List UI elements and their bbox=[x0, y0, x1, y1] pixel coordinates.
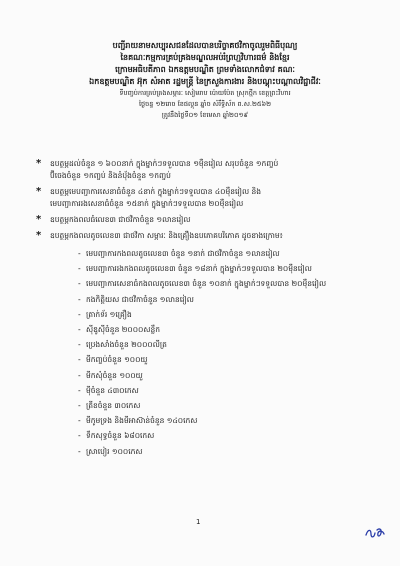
handwritten-mark bbox=[364, 526, 386, 543]
document-header bbox=[40, 40, 370, 121]
sub-item-list bbox=[36, 246, 371, 459]
subtitle-location: ទីបញ្ចប់ការគ្រប់គ្រងសម្ភារៈ សៀមរាប ប៉ោយប៉ែត ស្រុកថ្មីក ខេត្តព្រះវិហារ bbox=[119, 89, 291, 97]
list-item: - មេបញ្ជាការសេនាធំកងពលតូចលេខ៣ ចំនួន ១០នាក់ ក្នុងម្នាក់ៗទទួលបាន ២០ម៉ឺនរៀល bbox=[78, 276, 371, 291]
bullet-line: ឧបត្ថម្ភដល់ចំនួន ១ ៦០០នាក់ ក្នុងម្នាក់ៗទទួលបាន ១ម៉ឺនរៀល សរុបចំនួន ១កញ្ចប់ bbox=[50, 159, 279, 168]
bullet-item bbox=[36, 214, 371, 226]
bullet-line: ឧបត្ថម្ភកងពលតូចលេខ៣ ជាថវិកា សម្ភារៈ និងគ្រឿងឧបភោគបរិភោគ ដូចខាងក្រោម៖ bbox=[50, 231, 283, 240]
list-item: - មីកសុំចំនួន ១០០យួ bbox=[78, 368, 371, 383]
document-body bbox=[36, 158, 371, 459]
bullet-line: មេបញ្ជាការរងសេនាធំចំនួន ១៥នាក់ ក្នុងម្នាក់ៗទទួលបាន ២០ម៉ឺនរៀល bbox=[50, 199, 244, 208]
list-item: - ម៉ីចំនួន ៤៣០កេស bbox=[78, 383, 371, 398]
bullet-item bbox=[36, 230, 371, 242]
list-item: - ស្រាបៀរ ១០០កេស bbox=[78, 444, 371, 459]
list-item: - ត្រាក់ទ័រ ១គ្រឿង bbox=[78, 307, 371, 322]
page-number: 1 bbox=[196, 518, 201, 526]
bullet-line: ឧបត្ថម្ភមេបញ្ជាការសេនាធំចំនួន ៤នាក់ ក្នុងម្នាក់ៗទទួលបាន ៤០ម៉ឺនរៀល និង bbox=[50, 187, 262, 196]
bullet-star-icon: * bbox=[36, 158, 42, 169]
bullet-item bbox=[36, 158, 371, 182]
list-item: - មេបញ្ជាការកងពលតូចលេខ៣ ចំនួន ១នាក់ ជាថវិកាចំនួន ១លានរៀល bbox=[78, 246, 371, 261]
list-item: - ស៊ីឌូស៊ីចំនួន ២០០០សន្លឹក bbox=[78, 322, 371, 337]
title-line-2: នៃគណៈកម្មការគ្រប់គ្រងមណ្ឌលអប់រំព្រហ្មវិហារធម៌ និងខ្មែរ bbox=[120, 53, 290, 62]
bullet-star-icon: * bbox=[36, 186, 42, 197]
bullet-line: ប៊ីចេងចំនួន ១កញ្ចប់ និងនំបុ័ងចំនួន ១កញ្ចប់ bbox=[50, 171, 171, 180]
list-item: - មីកូមទ្រង និងមីអាស៊ាន់ចំនួន ១៤០កេស bbox=[78, 413, 371, 428]
list-item: - ប្រេងសាំងចំនួន ២០០០លីត្រ bbox=[78, 337, 371, 352]
bullet-line: ឧបត្ថម្ភកងពលធំលេខ៣ ជាថវិកាចំនួន ១លានរៀល bbox=[50, 215, 191, 224]
bullet-item bbox=[36, 186, 371, 210]
list-item: - កងកិត្តិយស ជាថវិកាចំនួន ១លានរៀល bbox=[78, 292, 371, 307]
list-item: - មីកញ្ចប់ចំនួន ១០០យួ bbox=[78, 352, 371, 367]
subtitle-lunar-date: ថ្ងៃចន្ទ ១២រោច ខែផល្គុន ឆ្នាំច សំរឹទ្ធិស័ក ព.ស.២៥៦២ bbox=[138, 100, 272, 108]
bullet-star-icon: * bbox=[36, 230, 42, 241]
list-item: - ទឹកសុទ្ធចំនួន ៦៨០កេស bbox=[78, 428, 371, 443]
handwritten-mark-icon bbox=[364, 526, 386, 540]
list-item: - មេបញ្ជាការរងកងពលតូចលេខ៣ ចំនួន ១៨នាក់ ក្នុងម្នាក់ៗទទួលបាន ២០ម៉ឺនរៀល bbox=[78, 261, 371, 276]
list-item: - ត្រីខចំនួន ៣០កេស bbox=[78, 398, 371, 413]
title-line-1: បញ្ជីរាយនាមសប្បុរសជនដែលបានបរិច្ចាគថវិកាចូលរួមពិធីបុណ្យ bbox=[112, 41, 298, 50]
title-line-3: ក្រោមអធិបតីភាព ឯកឧត្តមបណ្ឌិត ព្រមទាំងលោកជំទាវ គណៈ bbox=[115, 65, 295, 74]
subtitle-solar-date: ត្រូវនឹងថ្ងៃទី០១ ខែមេសា ឆ្នាំ២០១៩ bbox=[161, 111, 249, 119]
bullet-star-icon: * bbox=[36, 214, 42, 225]
title-line-4: ឯកឧត្តមបណ្ឌិត អ៊ុក សំអាត រដ្ឋមន្ត្រី នៃក្រសួងការងារ និងបណ្ដុះបណ្ដាលវិជ្ជាជីវៈ bbox=[89, 77, 321, 86]
